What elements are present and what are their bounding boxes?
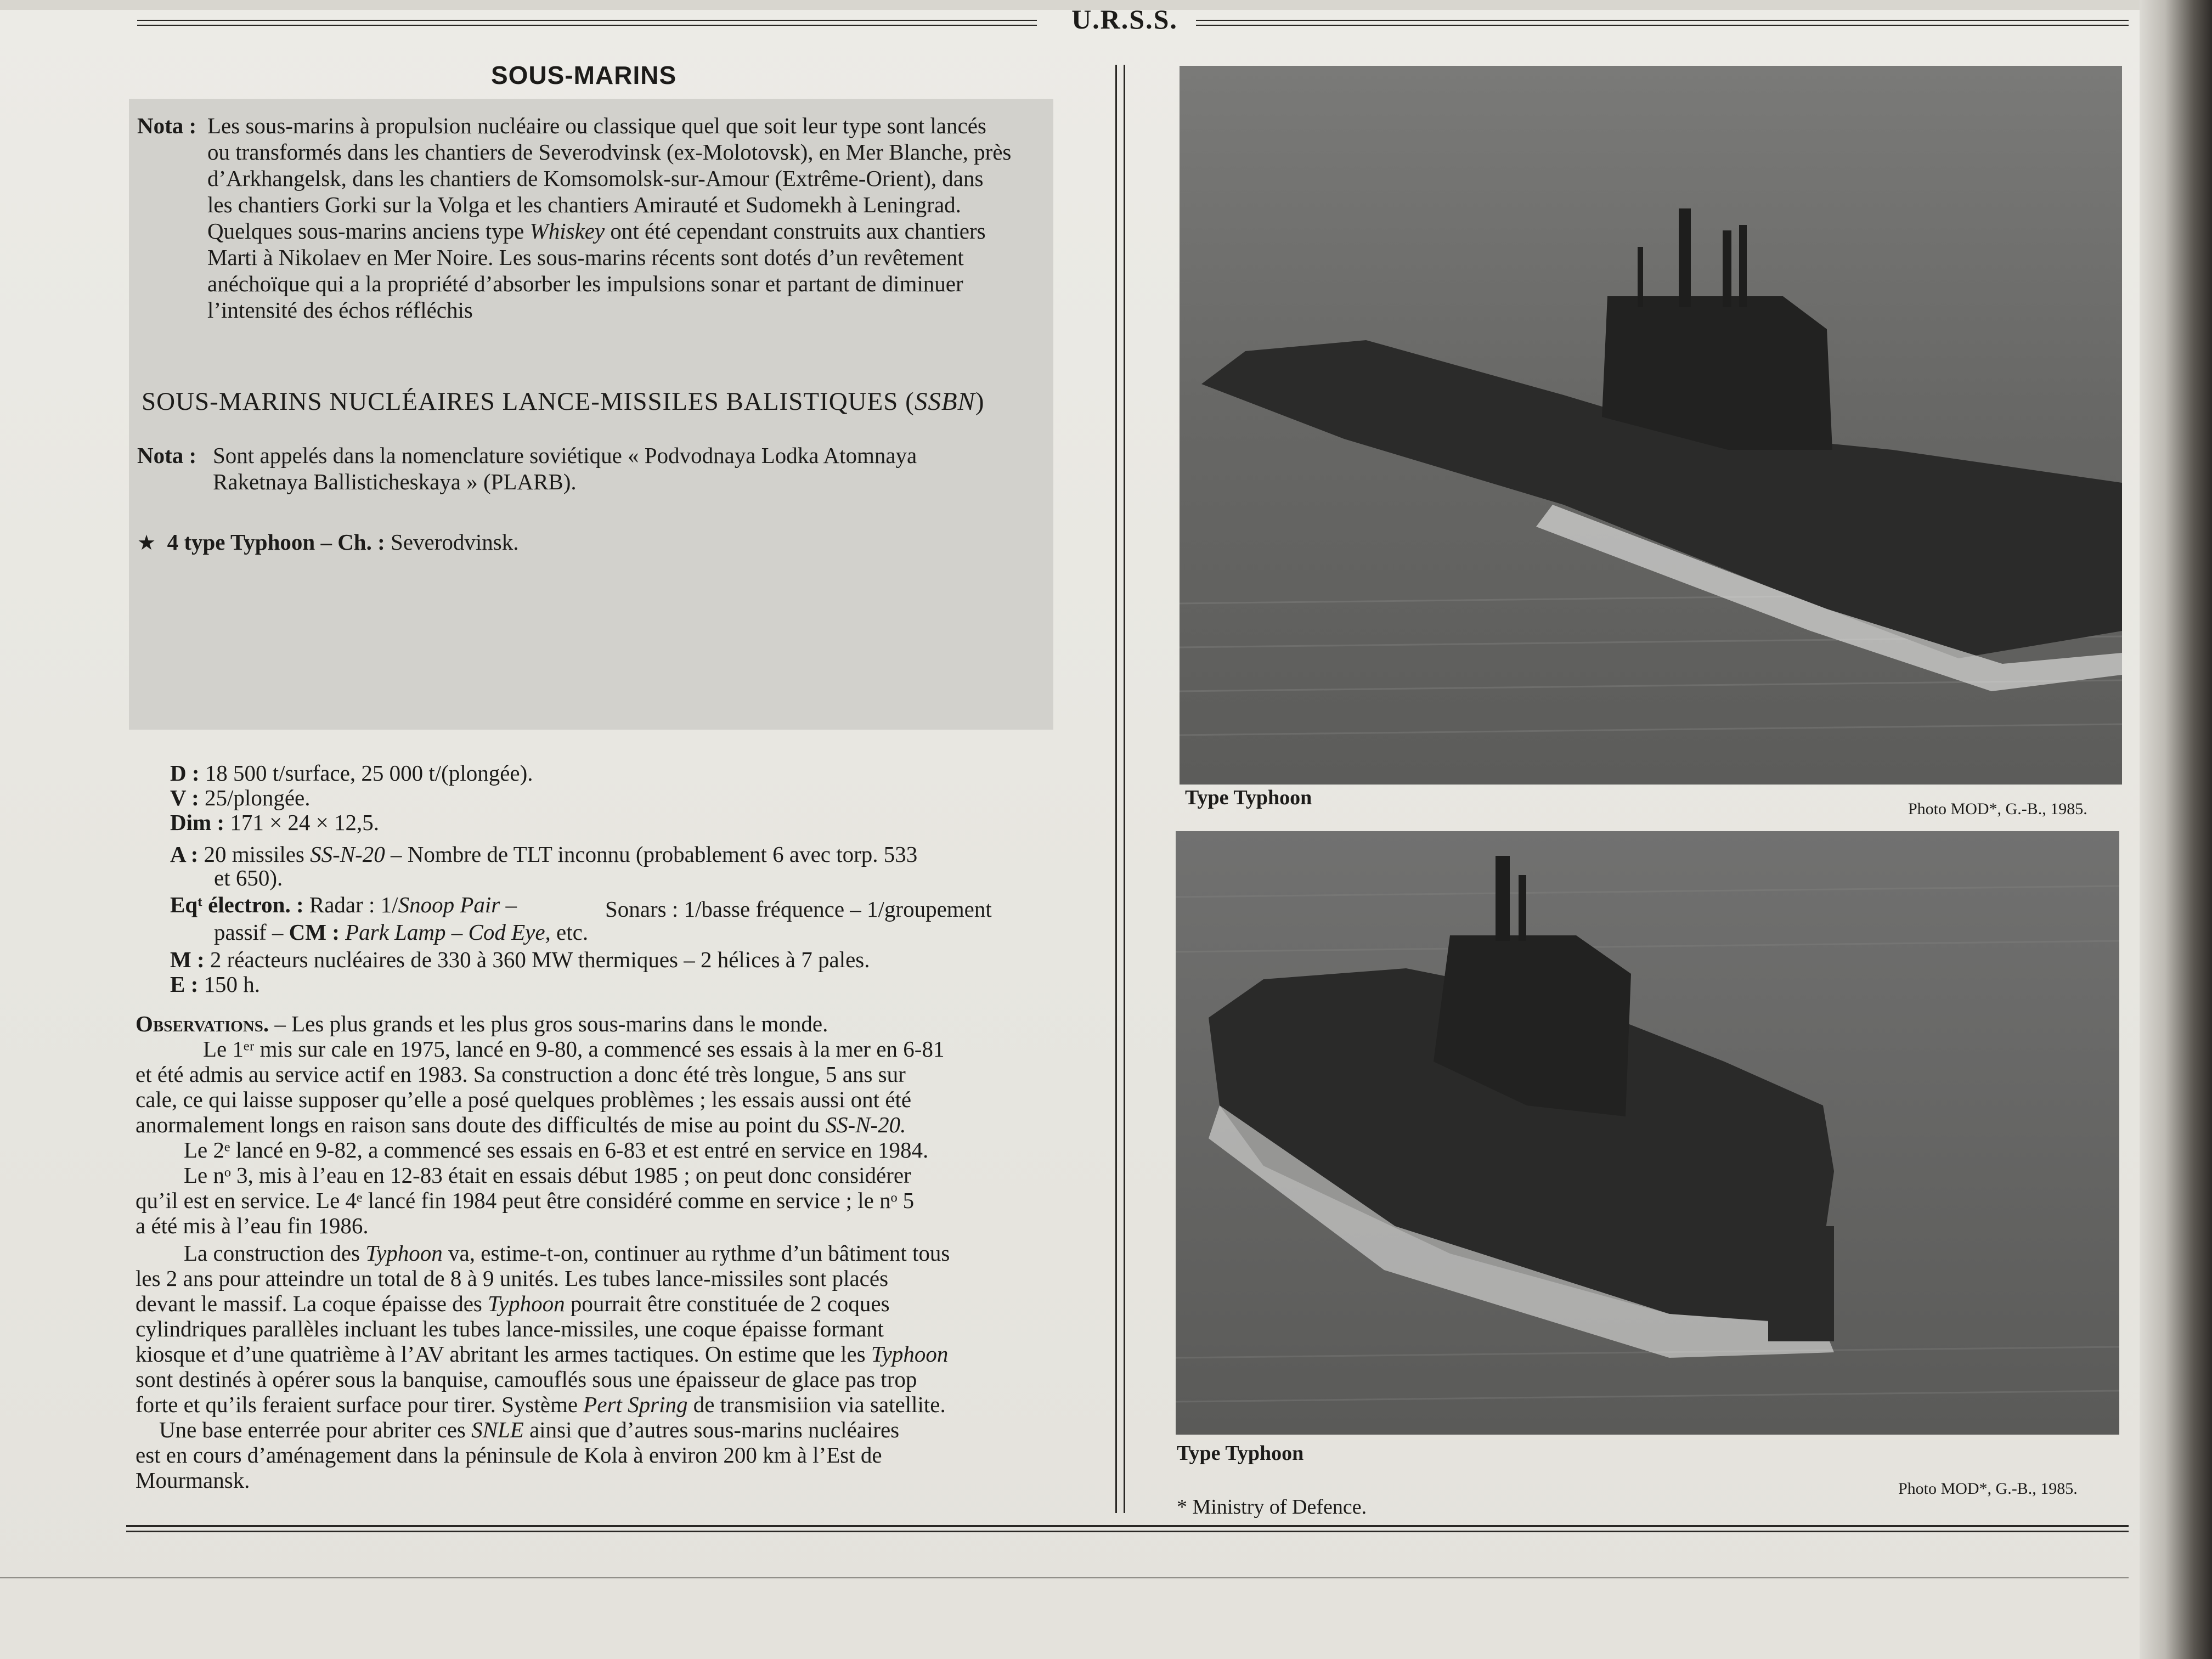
obs-line-8: qu’il est en service. Le 4ᵉ lancé fin 1984 peut être considéré comme en service ; le nᵒ 5 [136, 1188, 915, 1213]
header-rule-left [137, 20, 1037, 26]
spec-eq-sonars: Sonars : 1/basse fréquence – 1/groupement [605, 896, 992, 922]
spec-m: M : 2 réacteurs nucléaires de 330 à 360 MW thermiques – 2 hélices à 7 pales. [170, 947, 870, 972]
spec-v: V : 25/plongée. [170, 785, 311, 810]
obs-line-1: Observations. – Les plus grands et les plus gros sous-marins dans le monde. [136, 1011, 828, 1036]
section-title: SOUS-MARINS [491, 61, 677, 89]
spec-d: D : 18 500 t/surface, 25 000 t/(plongée). [170, 760, 533, 786]
nota1-line-6: Marti à Nikolaev en Mer Noire. Les sous-marins récents sont dotés d’un revêtement [207, 245, 964, 270]
spec-eq: Eqᵗ électron. : Radar : 1/Snoop Pair – [170, 892, 517, 917]
bottom-rule-1 [126, 1525, 2129, 1527]
page-header-title: U.R.S.S. [1071, 4, 1178, 35]
nota2-line-2: Raketnaya Ballisticheskaya » (PLARB). [213, 469, 577, 494]
submarine-photo-2 [1176, 831, 2119, 1435]
nota2-line-1: Sont appelés dans la nomenclature soviétique « Podvodnaya Lodka Atomnaya [213, 443, 917, 468]
header-rule-right [1196, 20, 2129, 26]
column-divider-right [1124, 65, 1125, 1513]
nota1-line-1: Les sous-marins à propulsion nucléaire ou classique quel que soit leur type sont lancés [207, 113, 986, 138]
obs-line-9: a été mis à l’eau fin 1986. [136, 1213, 369, 1238]
obs-line-4: cale, ce qui laisse supposer qu’elle a posé quelques problèmes ; les essais aussi ont été [136, 1087, 912, 1112]
bottom-rule-2 [126, 1531, 2129, 1532]
obs-line-14: kiosque et d’une quatrième à l’AV abritant les armes tactiques. On estime que les Typhoon [136, 1341, 949, 1367]
nota1-line-5: Quelques sous-marins anciens type Whiskey ont été cependant construits aux chantiers [207, 218, 986, 244]
photo-2-caption: Type Typhoon [1177, 1442, 1304, 1465]
photo-1-caption: Type Typhoon [1185, 786, 1312, 809]
obs-line-3: et été admis au service actif en 1983. Sa construction a donc été très longue, 5 ans sur [136, 1062, 906, 1087]
spec-e: E : 150 h. [170, 972, 260, 997]
obs-line-13: cylindriques parallèles incluant les tubes lance-missiles, une coque épaisse formant [136, 1316, 884, 1341]
column-divider-left [1115, 65, 1117, 1513]
nota1-line-3: d’Arkhangelsk, dans les chantiers de Komsomolsk-sur-Amour (Extrême-Orient), dans [207, 166, 984, 191]
star-icon: ★ [137, 532, 156, 555]
submarine-photo-1 [1180, 66, 2122, 785]
obs-line-17: Une base enterrée pour abriter ces SNLE ainsi que d’autres sous-marins nucléaires [159, 1417, 900, 1442]
nota1-line-8: l’intensité des échos réfléchis [207, 297, 473, 323]
bottom-rule-3 [0, 1577, 2129, 1578]
obs-line-5: anormalement longs en raison sans doute des difficultés de mise au point du SS-N-20. [136, 1112, 906, 1137]
obs-line-19: Mourmansk. [136, 1468, 250, 1493]
ssbn-heading: SOUS-MARINS NUCLÉAIRES LANCE-MISSILES BALISTIQUES (SSBN) [142, 387, 985, 416]
submarine-illustration-1 [1180, 66, 2122, 785]
obs-line-12: devant le massif. La coque épaisse des Typhoon pourrait être constituée de 2 coques [136, 1291, 890, 1316]
nota2-label: Nota : [137, 443, 197, 468]
spec-a-line-2: et 650). [214, 865, 283, 890]
obs-line-11: les 2 ans pour atteindre un total de 8 à 9 unités. Les tubes lance-missiles sont placés [136, 1266, 889, 1291]
spec-eq-line-2: passif – CM : Park Lamp – Cod Eye, etc. [214, 919, 589, 945]
obs-line-6: Le 2ᵉ lancé en 9-82, a commencé ses essais en 6-83 et est entré en service en 1984. [184, 1137, 929, 1163]
obs-line-10: La construction des Typhoon va, estime-t-on, continuer au rythme d’un bâtiment tous [184, 1240, 950, 1266]
spec-dim: Dim : 171 × 24 × 12,5. [170, 810, 380, 835]
obs-line-2: Le 1ᵉʳ mis sur cale en 1975, lancé en 9-80, a commencé ses essais à la mer en 6-81 [203, 1036, 945, 1062]
obs-line-16: forte et qu’ils feraient surface pour tirer. Système Pert Spring de transmisiion via satellite. [136, 1392, 946, 1417]
submarine-illustration-2 [1176, 831, 2119, 1435]
photo-1-credit: Photo MOD*, G.-B., 1985. [1908, 800, 2087, 818]
nota1-label: Nota : [137, 113, 197, 138]
page-edge-shadow [2140, 0, 2212, 1659]
obs-line-7: Le nᵒ 3, mis à l’eau en 12-83 était en essais début 1985 ; on peut donc considérer [184, 1163, 911, 1188]
nota1-line-4: les chantiers Gorki sur la Volga et les chantiers Amirauté et Sudomekh à Leningrad. [207, 192, 961, 217]
spec-a: A : 20 missiles SS-N-20 – Nombre de TLT inconnu (probablement 6 avec torp. 533 [170, 842, 918, 867]
nota1-line-7: anéchoïque qui a la propriété d’absorber les impulsions sonar et partant de diminuer [207, 271, 963, 296]
obs-line-18: est en cours d’aménagement dans la péninsule de Kola à environ 200 km à l’Est de [136, 1442, 882, 1468]
nota1-line-2: ou transformés dans les chantiers de Severodvinsk (ex-Molotovsk), en Mer Blanche, près [207, 139, 1012, 165]
photo-2-credit: Photo MOD*, G.-B., 1985. [1898, 1480, 2078, 1498]
obs-line-15: sont destinés à opérer sous la banquise, camouflés sous une épaisseur de glace pas trop [136, 1367, 917, 1392]
footnote: * Ministry of Defence. [1177, 1496, 1367, 1519]
typhoon-entry: ★ 4 type Typhoon – Ch. : Severodvinsk. [137, 529, 519, 555]
